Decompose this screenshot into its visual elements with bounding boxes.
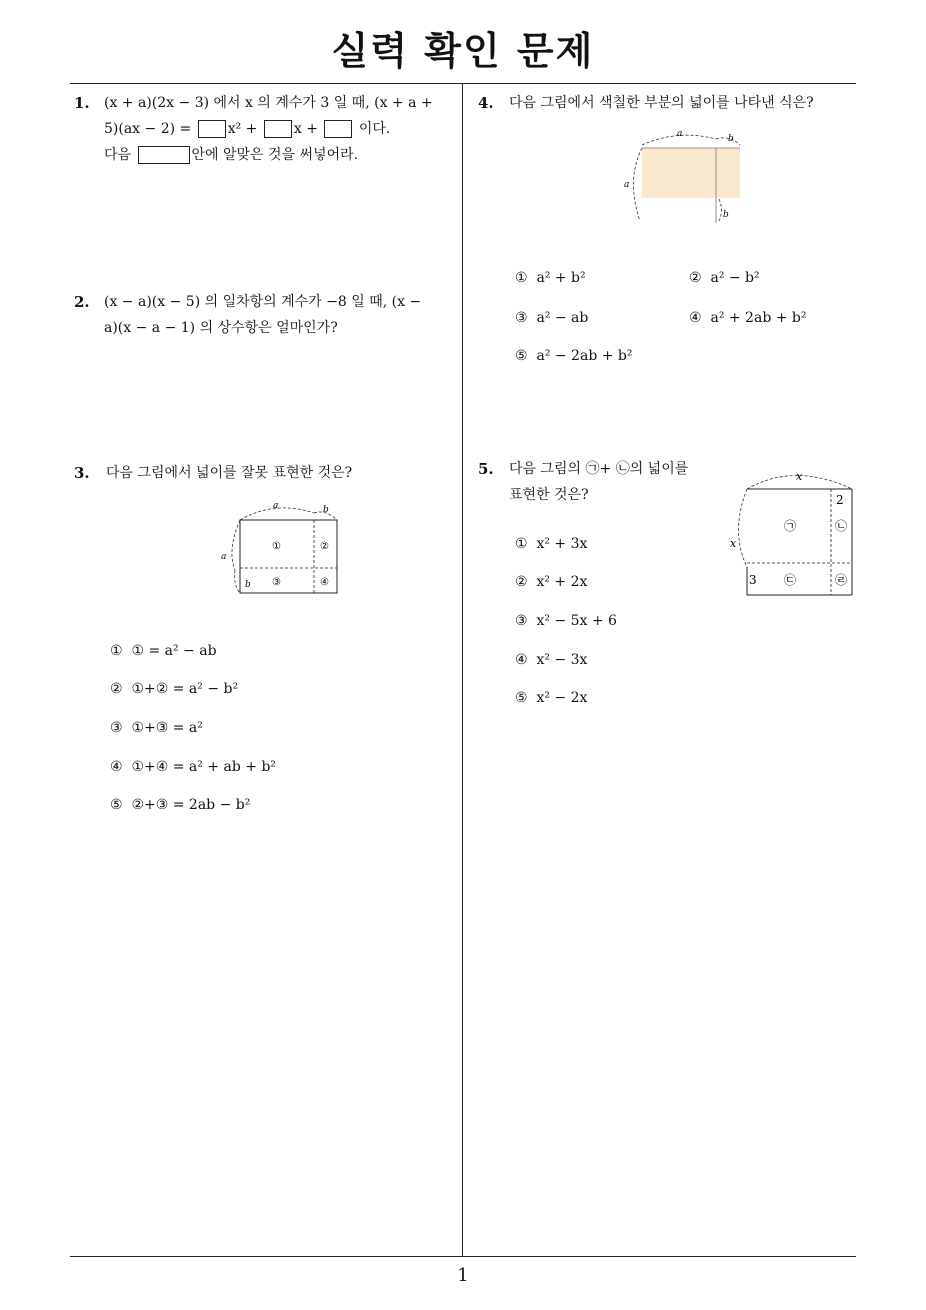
choice-text: x² − 3x xyxy=(536,652,588,668)
choice-item[interactable] xyxy=(515,270,586,286)
choice-text: ①+② = a² − b² xyxy=(131,681,239,697)
choice-text: a² − 2ab + b² xyxy=(536,348,633,364)
choice-item[interactable] xyxy=(110,797,250,813)
choice-text: x² + 2x xyxy=(536,574,588,590)
answer-blank[interactable] xyxy=(264,120,292,138)
choice-item[interactable] xyxy=(110,643,217,659)
region-g1-label: ㉠ xyxy=(784,519,797,533)
choice-item[interactable] xyxy=(515,613,617,629)
problem-text-line xyxy=(104,142,459,168)
problem-number: 1. xyxy=(74,94,90,112)
choice-mark: ② xyxy=(689,270,702,286)
header-rule xyxy=(70,83,856,84)
choice-mark: ③ xyxy=(110,720,123,736)
label-a-left: a xyxy=(221,552,227,562)
problem-number: 2. xyxy=(74,293,90,311)
choice-mark: ④ xyxy=(110,759,123,775)
choice-mark: ⑤ xyxy=(515,690,528,706)
choice-text: a² + b² xyxy=(536,270,586,286)
label-x-top: x xyxy=(796,470,803,483)
label-b-top: b xyxy=(323,505,329,515)
choice-mark: ④ xyxy=(689,310,702,326)
text-fragment: 5)(ax − 2) = xyxy=(104,121,192,137)
choice-text: ①+④ = a² + ab + b² xyxy=(131,759,277,775)
choice-item[interactable] xyxy=(110,720,203,736)
label-a-top: a xyxy=(677,129,683,139)
choice-mark: ③ xyxy=(515,310,528,326)
choice-mark: ⑤ xyxy=(110,797,123,813)
choice-item[interactable] xyxy=(689,310,806,326)
footer-rule xyxy=(70,1256,856,1257)
choice-mark: ① xyxy=(110,643,123,659)
text-fragment: x + xyxy=(293,121,318,137)
region-g3-label: ㉢ xyxy=(784,573,797,587)
choice-text: a² − ab xyxy=(536,310,589,326)
page-title: 실력 확인 문제 xyxy=(331,29,595,73)
problem-text-line: 다음 그림에서 넓이를 잘못 표현한 것은? xyxy=(106,465,353,481)
choice-item[interactable] xyxy=(515,574,587,590)
choice-text: ① = a² − ab xyxy=(131,643,217,659)
choice-text: a² − b² xyxy=(710,270,760,286)
region-2-label: ② xyxy=(320,541,329,552)
choice-text: x² − 5x + 6 xyxy=(536,613,617,629)
choice-mark: ③ xyxy=(515,613,528,629)
text-fragment: 다음 xyxy=(104,147,132,163)
choice-item[interactable] xyxy=(110,681,238,697)
text-fragment: 이다. xyxy=(358,121,391,137)
choice-mark: ② xyxy=(110,681,123,697)
region-1-label: ① xyxy=(272,541,281,552)
label-b-left: b xyxy=(245,580,251,590)
label-b-bottom: b xyxy=(723,210,729,220)
problem-number: 3. xyxy=(74,464,90,482)
choice-text: x² + 3x xyxy=(536,536,588,552)
problem-number: 5. xyxy=(478,460,494,478)
problem-text-line: (x + a)(2x − 3) 에서 x 의 계수가 3 일 때, (x + a + xyxy=(104,95,433,111)
answer-blank[interactable] xyxy=(198,120,226,138)
label-b-top: b xyxy=(728,134,734,144)
choice-item[interactable] xyxy=(515,690,587,706)
choice-item[interactable] xyxy=(515,310,588,326)
choice-item[interactable] xyxy=(515,348,632,364)
choice-mark: ① xyxy=(515,536,528,552)
label-three: 3 xyxy=(749,573,757,587)
region-3-label: ③ xyxy=(272,577,281,588)
blank-example-box xyxy=(138,146,190,164)
choice-mark: ② xyxy=(515,574,528,590)
problem-text-line: 다음 그림의 ㉠+ ㉡의 넓이를 xyxy=(509,461,689,477)
label-a-top: a xyxy=(273,501,279,511)
answer-blank[interactable] xyxy=(324,120,352,138)
text-fragment: x² + xyxy=(227,121,258,137)
choice-text: ①+③ = a² xyxy=(131,720,203,736)
column-divider xyxy=(462,83,463,1257)
problem-text-line: 표현한 것은? xyxy=(509,487,589,503)
region-4-label: ④ xyxy=(320,577,329,588)
problem-text-line: (x − a)(x − 5) 의 일차항의 계수가 −8 일 때, (x − xyxy=(104,294,422,310)
area-figure xyxy=(215,495,345,600)
text-fragment: 안에 알맞은 것을 써넣어라. xyxy=(191,147,359,163)
choice-text: ②+③ = 2ab − b² xyxy=(131,797,251,813)
choice-text: a² + 2ab + b² xyxy=(710,310,807,326)
label-x-left: x xyxy=(730,537,737,550)
region-g4-label: ㉣ xyxy=(835,573,848,587)
shaded-area-figure xyxy=(618,125,748,225)
problem-text-line xyxy=(104,116,459,142)
region-g2-label: ㉡ xyxy=(835,519,848,533)
problem-number: 4. xyxy=(478,94,494,112)
choice-item[interactable] xyxy=(689,270,760,286)
label-two: 2 xyxy=(836,493,844,507)
choice-item[interactable] xyxy=(515,536,587,552)
label-a-left: a xyxy=(624,180,630,190)
choice-item[interactable] xyxy=(110,759,276,775)
problem-text-line: 다음 그림에서 색칠한 부분의 넓이를 나타낸 식은? xyxy=(509,95,814,111)
choice-mark: ① xyxy=(515,270,528,286)
choice-mark: ④ xyxy=(515,652,528,668)
square-figure xyxy=(725,462,860,602)
choice-text: x² − 2x xyxy=(536,690,588,706)
choice-item[interactable] xyxy=(515,652,587,668)
problem-text-line: a)(x − a − 1) 의 상수항은 얼마인가? xyxy=(104,320,338,336)
page-number: 1 xyxy=(457,1265,469,1286)
choice-mark: ⑤ xyxy=(515,348,528,364)
